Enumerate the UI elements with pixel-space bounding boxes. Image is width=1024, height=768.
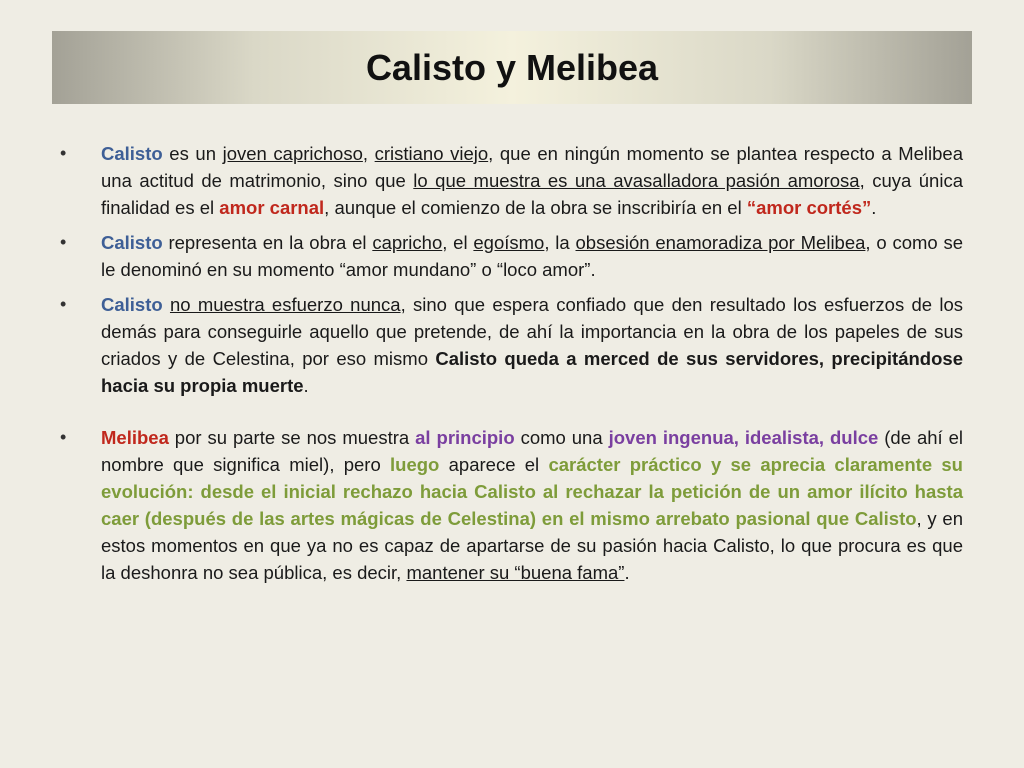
bullet-calisto-representa — [60, 229, 963, 283]
highlight-red: “amor cortés” — [746, 197, 872, 218]
bullet-icon: • — [60, 232, 67, 252]
bold-text: Calisto queda a merced de sus servidores, precipitándose hacia su propia muerte — [101, 348, 963, 396]
underlined-text: lo que muestra es una avasalladora pasión amorosa — [413, 170, 860, 191]
underlined-text: mantener su “buena fama” — [406, 562, 625, 583]
underlined-text: cristiano viejo — [374, 143, 489, 164]
text-span: , — [362, 143, 375, 164]
highlight-green: luego — [390, 454, 440, 475]
underlined-text: no muestra esfuerzo nunca — [169, 294, 401, 315]
highlight-green: carácter práctico y se aprecia claramente su evolución: desde el inicial rechazo hacia Calisto al rechazar la petición de un amor ilícito hasta caer (después de las artes mágicas de Celestina) en el mismo arrebato pasional que Calisto — [101, 454, 963, 529]
text-span: , el — [442, 232, 474, 253]
title-bar — [52, 31, 972, 104]
text-span: como una — [514, 427, 609, 448]
text-span — [163, 294, 170, 315]
name-melibea: Melibea — [101, 427, 169, 448]
text-span: . — [871, 197, 877, 218]
text-span: (de ahí el nombre que significa miel), pero — [101, 427, 964, 475]
underlined-text: obsesión enamoradiza por Melibea — [575, 232, 866, 253]
highlight-purple: al principio — [415, 427, 515, 448]
text-span: es un — [162, 143, 223, 164]
text-span: , aunque el comienzo de la obra se inscribiría en el — [324, 197, 747, 218]
name-calisto: Calisto — [101, 232, 163, 253]
highlight-red: amor carnal — [219, 197, 325, 218]
slide-content — [60, 140, 963, 594]
text-span: , la — [544, 232, 576, 253]
underlined-text: joven caprichoso — [222, 143, 363, 164]
highlight-purple: joven ingenua, idealista, dulce — [608, 427, 879, 448]
text-span: , y en estos momentos en que ya no es capaz de apartarse de su pasión hacia Calisto, lo que procura es que la deshonra no sea pública, es decir, — [101, 508, 963, 583]
name-calisto: Calisto — [101, 294, 163, 315]
text-span: . — [303, 375, 309, 396]
underlined-text: capricho — [372, 232, 443, 253]
bullet-melibea — [60, 424, 963, 586]
text-span: , que en ningún momento se plantea respecto a Melibea una actitud de matrimonio, sino que — [101, 143, 964, 191]
bullet-icon: • — [60, 427, 67, 447]
name-calisto: Calisto — [101, 143, 163, 164]
bullet-calisto-esfuerzo — [60, 291, 963, 399]
text-span: , cuya única finalidad es el — [101, 170, 963, 218]
slide-title: Calisto y Melibea — [365, 46, 659, 88]
underlined-text: egoísmo — [473, 232, 545, 253]
bullet-calisto-caprichoso — [60, 140, 963, 221]
text-span: . — [624, 562, 630, 583]
text-span: , sino que espera confiado que den resultado los esfuerzos de los demás para conseguirle aquello que pretende, de ahí la importancia en la obra de los papeles de sus criados y de Celestina, por eso mismo — [101, 294, 964, 369]
bullet-icon: • — [60, 294, 67, 314]
text-span: , o como se le denominó en su momento “amor mundano” o “loco amor”. — [101, 232, 964, 280]
text-span: representa en la obra el — [162, 232, 373, 253]
text-span: por su parte se nos muestra — [168, 427, 416, 448]
text-span: aparece el — [439, 454, 549, 475]
bullet-icon: • — [60, 143, 67, 163]
